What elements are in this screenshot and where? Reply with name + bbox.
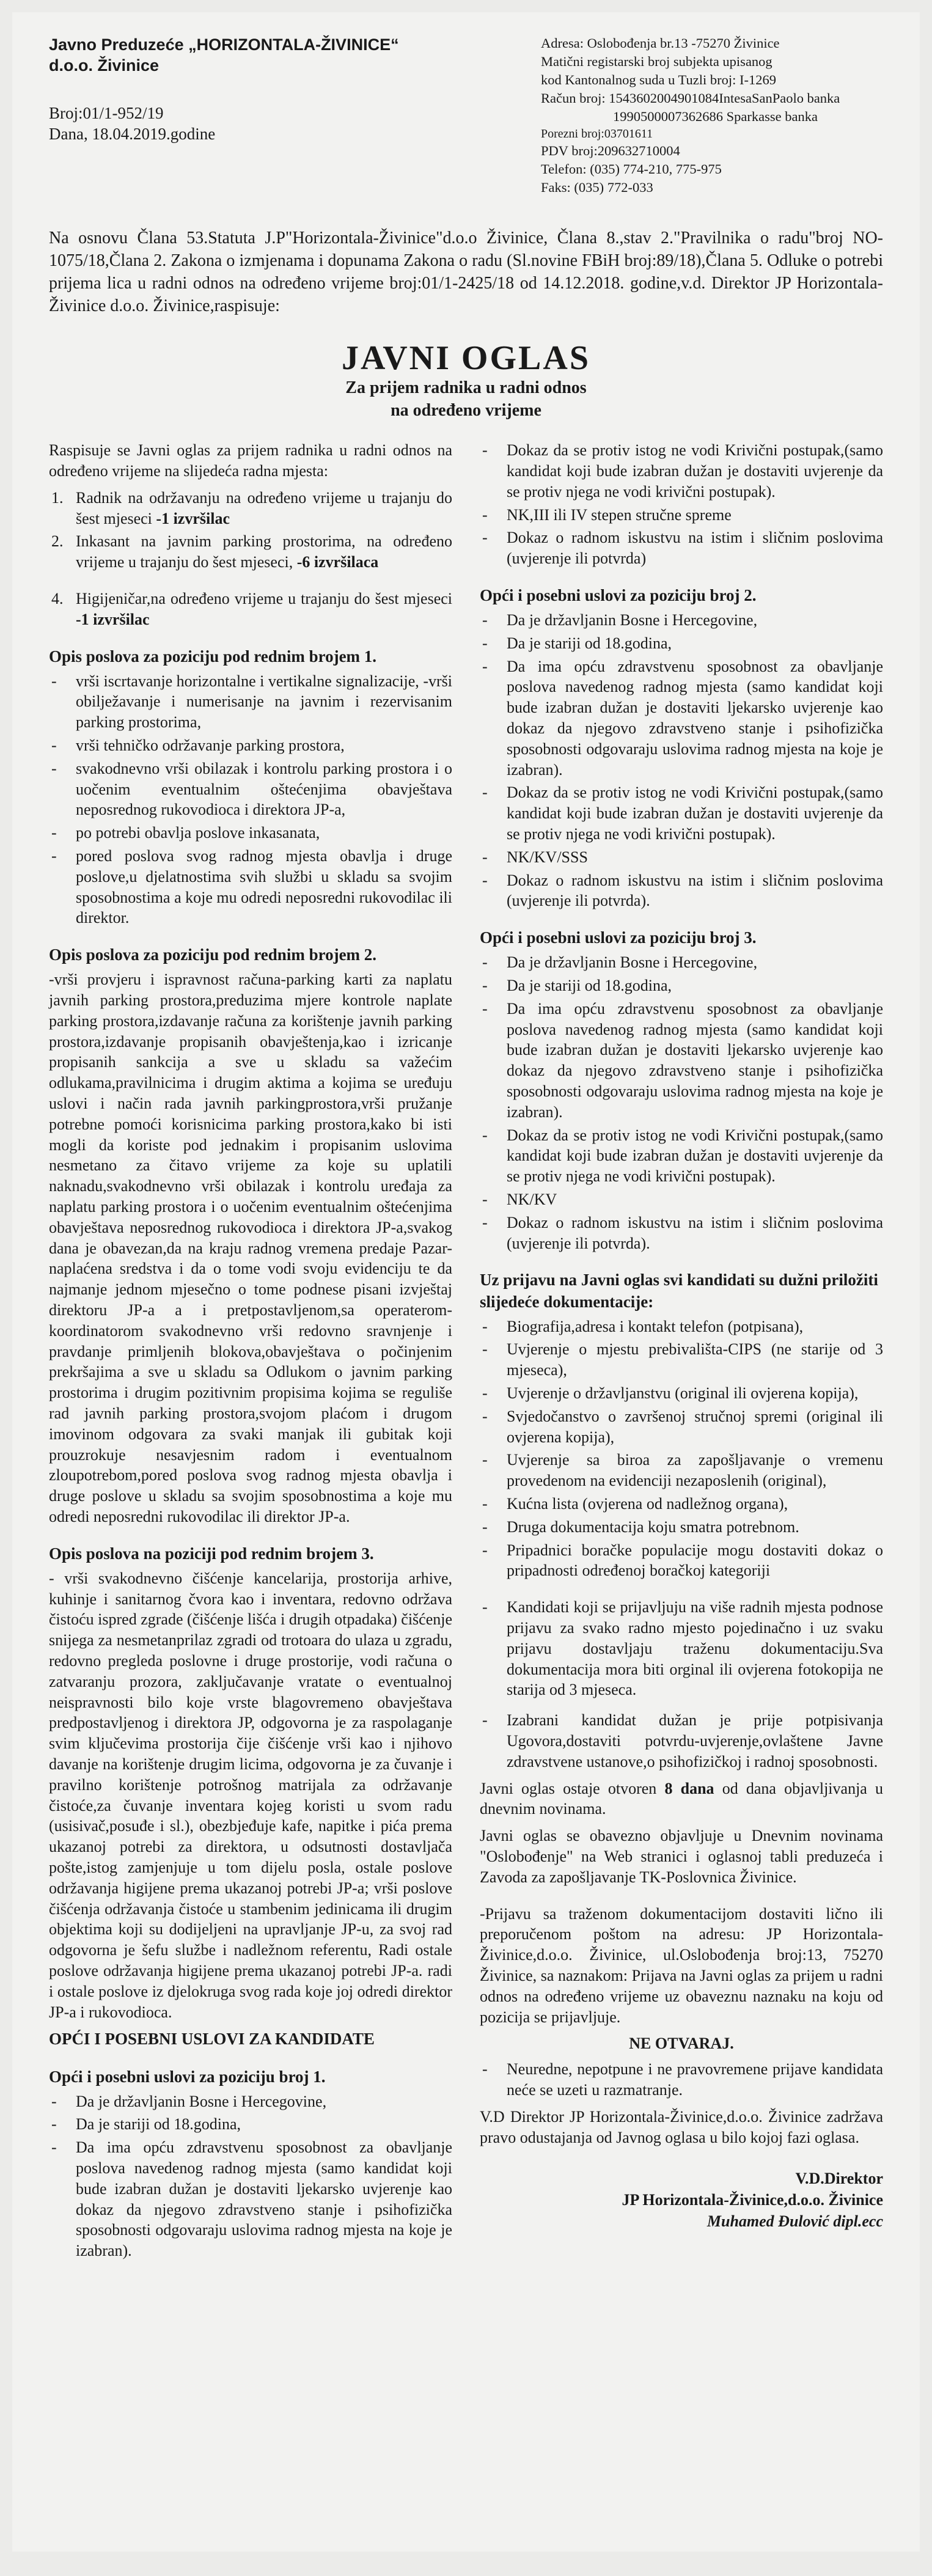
dash-marker: - xyxy=(51,759,57,777)
cond3-item-text: Da ima opću zdravstvenu sposobnost za obavljanje poslova navedenog radnog mjesta (samo kandidat koji bude izabran dužan je dostaviti ljekarsko uvjerenje kao dokaz da njegovo zdravstveno stanje i psihofizička sposobnosti odgovaraju uslovima radnog mjesta na koje je izabran). xyxy=(507,999,883,1121)
document-item xyxy=(480,1450,883,1491)
position-count: -6 izvršilaca xyxy=(296,553,379,571)
desc1-item xyxy=(49,823,452,843)
left-column xyxy=(49,440,452,2267)
duration-days: 8 dana xyxy=(664,1779,714,1797)
letterhead xyxy=(49,34,883,197)
documents-heading: Uz prijavu na Javni oglas svi kandidati su dužni priložiti slijedeće dokumentacije: xyxy=(480,1271,878,1311)
position-item xyxy=(49,589,452,630)
cond1-heading: Opći i posebni uslovi za poziciju broj 1. xyxy=(49,2067,326,2086)
dash-marker: - xyxy=(482,505,488,524)
dash-marker: - xyxy=(482,1541,488,1559)
position-item xyxy=(49,488,452,529)
cond3-item-text: NK/KV xyxy=(507,1191,557,1209)
cond2-item xyxy=(480,847,883,868)
dash-marker: - xyxy=(482,634,488,652)
desc1-item-text: pored poslova svog radnog mjesta obavlja i druge poslove,u djelatnostima svih službi u skladu sa svojim sposobnostima a koje mu odredi neposredni rukovodilac ili direktor. xyxy=(76,847,452,927)
subtitle-line-1: Za prijem radnika u radni odnos xyxy=(345,378,587,398)
dash-marker: - xyxy=(482,977,488,995)
cond1-item-text: Da je državljanin Bosne i Hercegovine, xyxy=(76,2092,327,2110)
cond2-heading: Opći i posebni uslovi za poziciju broj 2. xyxy=(480,585,757,604)
cond2-item xyxy=(480,870,883,912)
cond3-item xyxy=(480,1125,883,1187)
note-item xyxy=(480,1597,883,1700)
document-item xyxy=(480,1517,883,1538)
tax-number: Porezni broj:03701611 xyxy=(541,127,653,141)
cond3-list xyxy=(480,952,883,1253)
note-item xyxy=(480,1710,883,1772)
bank-account-2: 1990500007362686 Sparkasse banka xyxy=(613,108,818,124)
cond1-list-continued xyxy=(480,440,883,569)
dash-marker: - xyxy=(482,783,488,802)
letterhead-left xyxy=(49,34,526,197)
company-address: Adresa: Oslobođenja br.13 -75270 Živinice xyxy=(541,35,780,51)
preamble: Na osnovu Člana 53.Statuta J.P"Horizontala-Živinice"d.o.o Živinice, Člana 8.,stav 2."Pravilnika o radu"broj NO-1075/18,Člana 2. Zakona o izmjenama i dopunama Zakona o radu (Sl.novine FBiH broj:89/18),Člana 5. Odluke o potrebi prijema lica u radni odnos na određeno vrijeme broj:01/1-2425/18 od 14.12.2018. godine,v.d. Direktor JP Horizontala-Živinice d.o.o. Živinice,raspisuje: xyxy=(49,228,883,315)
dash-marker: - xyxy=(482,1407,488,1425)
vat-number: PDV broj:209632710004 xyxy=(541,143,680,159)
position-text: Inkasant na javnim parking prostorima, na određeno vrijeme u trajanju do šest mjeseci, xyxy=(76,532,452,571)
document-item-text: Uvjerenje o državljanstvu (original ili ovjerena kopija), xyxy=(507,1384,859,1403)
cond3-item xyxy=(480,952,883,973)
cond2-item xyxy=(480,782,883,844)
desc1-item-text: po potrebi obavlja poslove inkasanata, xyxy=(76,824,320,842)
dash-marker: - xyxy=(482,999,488,1018)
bank-account-1: Račun broj: 1543602004901084IntesaSanPaolo banka xyxy=(541,90,840,106)
documents-list xyxy=(480,1316,883,1582)
title-block xyxy=(49,340,883,422)
cond1-item-text: Dokaz o radnom iskustvu na istim i sličnim poslovima (uvjerenje ili potvrda) xyxy=(507,529,883,568)
desc1-item xyxy=(49,735,452,756)
dash-marker: - xyxy=(482,1495,488,1513)
letterhead-right xyxy=(541,34,883,197)
cond2-item-text: NK/KV/SSS xyxy=(507,848,588,866)
document-page xyxy=(12,12,920,2552)
cond1-item xyxy=(480,527,883,569)
position-number: 2. xyxy=(51,532,64,551)
company-form: d.o.o. Živinice xyxy=(49,56,160,75)
notes-list xyxy=(480,1597,883,1772)
document-item-text: Uvjerenje sa biroa za zapošljavanje o vremenu provedenom na evidenciji nezaposlenih (original), xyxy=(507,1451,883,1490)
dash-marker: - xyxy=(482,1191,488,1209)
desc1-item xyxy=(49,846,452,928)
columns xyxy=(49,440,883,2267)
desc1-item xyxy=(49,671,452,733)
dash-marker: - xyxy=(51,824,57,842)
position-number: 4. xyxy=(51,589,64,607)
dash-marker: - xyxy=(51,2092,57,2110)
cond3-item xyxy=(480,975,883,996)
dash-marker: - xyxy=(482,1711,488,1730)
cond2-item-text: Dokaz da se protiv istog ne vodi Krivični postupak,(samo kandidat koji bude izabran dužan je dostaviti uvjerenje da se protiv njega ne vodi krivični postupak). xyxy=(507,783,883,843)
dash-marker: - xyxy=(482,1317,488,1335)
cond3-heading: Opći i posebni uslovi za poziciju broj 3. xyxy=(480,928,757,947)
document-item xyxy=(480,1540,883,1582)
dash-marker: - xyxy=(482,2060,488,2079)
spacer xyxy=(480,1587,883,1597)
fax: Faks: (035) 772-033 xyxy=(541,180,653,196)
cond2-item xyxy=(480,610,883,631)
document-item-text: Biografija,adresa i kontakt telefon (potpisana), xyxy=(507,1317,804,1335)
dash-marker: - xyxy=(482,1340,488,1359)
dash-marker: - xyxy=(482,1213,488,1231)
cond1-list xyxy=(49,2091,452,2261)
phone: Telefon: (035) 774-210, 775-975 xyxy=(541,161,722,177)
dash-marker: - xyxy=(482,529,488,547)
document-item xyxy=(480,1339,883,1381)
dash-marker: - xyxy=(482,871,488,889)
cond3-item xyxy=(480,1213,883,1254)
document-item-text: Kućna lista (ovjerena od nadležnog organa), xyxy=(507,1495,788,1513)
dash-marker: - xyxy=(482,441,488,460)
signature-role: V.D.Direktor xyxy=(795,2170,883,2188)
cond1-item-text: NK,III ili IV stepen stručne spreme xyxy=(507,505,732,524)
dash-marker: - xyxy=(482,848,488,866)
position-number: 1. xyxy=(51,488,64,507)
desc1-item xyxy=(49,758,452,820)
desc3-heading: Opis poslova na poziciji pod rednim brojem 3. xyxy=(49,1544,374,1563)
desc1-item-text: svakodnevno vrši obilazak i kontrolu parking prostora i o uočenim eventualnim oštećenjima obavještava neposrednog rukovodioca i direktora JP-a, xyxy=(76,759,452,819)
company-name: Javno Preduzeće „HORIZONTALA-ŽIVINICE“ xyxy=(49,35,399,54)
cond2-list xyxy=(480,610,883,911)
dash-marker: - xyxy=(51,736,57,755)
subtitle-line-2: na određeno vrijeme xyxy=(391,400,541,420)
position-text: Radnik na održavanju na određeno vrijeme u trajanju do šest mjeseci xyxy=(76,488,452,527)
cond3-item-text: Dokaz da se protiv istog ne vodi Krivični postupak,(samo kandidat koji bude izabran dužan je dostaviti uvjerenje da se protiv njega ne vodi krivični postupak). xyxy=(507,1126,883,1186)
spacer xyxy=(480,1894,883,1904)
cond2-item-text: Da ima opću zdravstvenu sposobnost za obavljanje poslova navedenog radnog mjesta (samo kandidat koji bude izabran dužan je dostaviti ljekarsko uvjerenje kao dokaz da njegovo zdravstveno stanje i psihofizička sposobnosti odgovaraju uslovima radnog mjesta na koje je izabran). xyxy=(507,657,883,779)
dash-marker: - xyxy=(482,1384,488,1403)
page-title: JAVNI OGLAS xyxy=(342,339,590,377)
cond1-item-text: Dokaz da se protiv istog ne vodi Krivični postupak,(samo kandidat koji bude izabran dužan je dostaviti uvjerenje da se protiv njega ne vodi krivični postupak). xyxy=(507,441,883,501)
document-date: Dana, 18.04.2019.godine xyxy=(49,125,216,144)
cond3-item xyxy=(480,999,883,1123)
publication-text: Javni oglas se obavezno objavljuje u Dnevnim novinama "Oslobođenje" na Web stranici i oglasnoj tabli preduzeća i Zavoda za zapošljavanje TK-Poslovnica Živinice. xyxy=(480,1827,883,1886)
cond3-item-text: Da je stariji od 18.godina, xyxy=(507,977,672,995)
cond2-item-text: Da je stariji od 18.godina, xyxy=(507,634,672,652)
cond3-item-text: Dokaz o radnom iskustvu na istim i sličnim poslovima (uvjerenje ili potvrda). xyxy=(507,1213,883,1252)
dash-marker: - xyxy=(51,2138,57,2157)
invalid-note: Neuredne, nepotpune i ne pravovremene prijave kandidata neće se uzeti u razmatranje. xyxy=(507,2060,883,2099)
cond2-item-text: Dokaz o radnom iskustvu na istim i sličnim poslovima (uvjerenje ili potvrda). xyxy=(507,871,883,910)
desc3-text: - vrši svakodnevno čišćenje kancelarija, prostorija arhive, kuhinje i sanitarnog čvora kao i inventara, redovno održava čistoću ispred zgrade (čišćenje lišća i drugih otpadaka) čišćenje snijega za nesmetanprilaz zgradi od trotoara do ulaza u zgradu, redovno pregleda poslovne i druge prostorije, vodi računa o zatvaranju prozora, zaključavanje vratate o eventualnoj neispravnosti bilo koje vrste blagovremeno obavještava predpostavljenog i direktora JP, odgovorna je za raspolaganje svim ključevima prostorija čije čišćenje vrši kao i njihovo davanje na korištenje drugim licima, odgovorna je za čuvanje i pravilno korištenje potrošnog matrijala za održavanje čistoće,za čuvanje inventara kojeg koristi u svom radu (usisivač,posuđe i sl.), obezbjeđuje kafe, napitke i pića prema ukazanoj potrebi za direktora, u odsutnosti dostavljača pošte,istog zamjenjuje u tom dijelu posla, ostale poslove održavanja higijene prema ukazanoj potrebi JP-a; vrši poslove čišćenja održavanja čistoće u stambenim jedinicama ili drugim objektima koji su dodijeljeni na upravljanje JP-u, za svoj rad odgovorna je šefu službe i nadležnom referentu, Radi ostale poslove održavanja higijene prema ukazanoj potrebi JP-a. radi i ostale poslove iz djelokruga svog rada koje joj odredi direktor JP-a i rukovodioca. xyxy=(49,1569,452,2021)
dash-marker: - xyxy=(51,847,57,865)
registry-line-2: kod Kantonalnog suda u Tuzli broj: I-1269 xyxy=(541,72,776,87)
position-count: -1 izvršilac xyxy=(76,610,150,628)
reserve-note: V.D Direktor JP Horizontala-Živinice,d.o.o. Živinice zadržava pravo odustajanja od Javnog oglasa u bilo kojoj fazi oglasa. xyxy=(480,2107,883,2146)
document-item xyxy=(480,1494,883,1514)
note-text: Izabrani kandidat dužan je prije potpisivanja Ugovora,dostaviti potvrdu-uvjerenje,ovlaštene Javne zdravstvene ustanove,o psihofizičkoj i radnoj sposobnosti. xyxy=(507,1711,883,1771)
dash-marker: - xyxy=(482,1126,488,1144)
signature-company: JP Horizontala-Živinice,d.o.o. Živinice xyxy=(622,2191,883,2209)
desc2-heading: Opis poslova za poziciju pod rednim brojem 2. xyxy=(49,945,377,964)
document-item-text: Uvjerenje o mjestu prebivališta-CIPS (ne starije od 3 mjeseca), xyxy=(507,1340,883,1379)
duration-after: od dana objavljivanja u dnevnim novinama. xyxy=(480,1779,883,1818)
cond1-item xyxy=(49,2114,452,2135)
dash-marker: - xyxy=(51,2115,57,2134)
cond1-item xyxy=(480,505,883,526)
final-notes-list xyxy=(480,2059,883,2101)
document-item xyxy=(480,1383,883,1404)
cond2-item xyxy=(480,656,883,780)
dash-marker: - xyxy=(482,1451,488,1469)
right-column xyxy=(480,440,883,2267)
cond2-item xyxy=(480,633,883,654)
positions-list xyxy=(49,488,452,630)
registry-line-1: Matični registarski broj subjekta upisanog xyxy=(541,53,772,69)
position-text: Higijeničar,na određeno vrijeme u trajanju do šest mjeseci xyxy=(76,589,452,607)
submission-text: -Prijavu sa traženom dokumentacijom dostaviti lično ili preporučenom poštom na adresu: JP Horizontala-Živinice,d.o.o. Živinice, ul.Oslobođenja broj:13, 75270 Živinice, sa naznakom: Prijava na Javni oglas za prijem u radni odnos na određeno vrijeme uz obaveznu naznaku na koju od pozicija se prijavljuje. xyxy=(480,1904,883,2026)
cond3-item-text: Da je državljanin Bosne i Hercegovine, xyxy=(507,953,758,972)
cond2-item-text: Da je državljanin Bosne i Hercegovine, xyxy=(507,611,758,629)
final-note-item xyxy=(480,2059,883,2101)
cond1-item-text: Da je stariji od 18.godina, xyxy=(76,2115,241,2134)
position-item xyxy=(49,531,452,573)
document-item-text: Svjedočanstvo o završenoj stručnoj spremi (original ili ovjerena kopija), xyxy=(507,1407,883,1446)
dash-marker: - xyxy=(482,953,488,972)
signature-block xyxy=(480,2168,883,2232)
duration-text xyxy=(480,1778,883,1820)
cond1-item-text: Da ima opću zdravstvenu sposobnost za obavljanje poslova navedenog radnog mjesta (samo kandidat koji bude izabran dužan je dostaviti ljekarsko uvjerenje kao dokaz da njegovo zdravstveno stanje i psihofizička sposobnosti odgovaraju uslovima radnog mjesta na koje je izabran). xyxy=(76,2138,452,2260)
cond1-item xyxy=(480,440,883,502)
ref-number: Broj:01/1-952/19 xyxy=(49,104,164,123)
cond3-item xyxy=(480,1189,883,1210)
desc1-item-text: vrši tehničko održavanje parking prostora, xyxy=(76,736,345,755)
position-count: -1 izvršilac xyxy=(156,509,230,527)
note-text: Kandidati koji se prijavljuju na više radnih mjesta podnose prijavu za svako radno mjesto pojedinačno i uz svaku prijavu dostavljaju traženu dokumentaciju.Sva dokumentacija mora biti orginal ili ovjerena fotokopija ne starija od 3 mjeseca. xyxy=(507,1598,883,1699)
cond1-item xyxy=(49,2091,452,2112)
cond1-item xyxy=(49,2137,452,2261)
general-conditions-heading: OPĆI I POSEBNI USLOVI ZA KANDIDATE xyxy=(49,2030,375,2049)
signature-name: Muhamed Đulović dipl.ecc xyxy=(706,2212,883,2230)
document-item xyxy=(480,1406,883,1448)
desc1-item-text: vrši iscrtavanje horizontalne i vertikalne signalizacije, -vrši obilježavanje i numerisanje na javnim i rezervisanim parking prostorima, xyxy=(76,672,452,732)
desc2-text: -vrši provjeru i ispravnost računa-parking karti za naplatu javnih parking prostora,preduzima mjere kontrole naplate parking prostora,izdavanje računa za korištenje javnih parking prostora,izdavanje propisanih obavještenja,kao i izricanje propisanih sankcija a sve u skladu sa važećim odlukama,pravilnicima i drugim aktima a kojima se uređuju uslovi i način rada javnih parkingprostora,vrši pružanje potrebne pomoći korisnicima parking prostora,kako bi isti mogli da koriste pod jednakim i propisanim uslovima nesmetano za čitavo vrijeme za koje su uplatili naknadu,svakodnevno vrši obilazak i kontrolu uređaja za naplatu parking prostora i o uočenim eventualnim oštećenjima obavještava neposrednog rukovodioca i direktora JP-a,svakog dana je obavezan,da na kraju radnog vremena predaje Pazar-naplaćena sredstva i da o tome vodi svoju evidenciju te da najmanje jednom mjesečno o tome podnese pisani izvještaj direktoru JP-a a i pretpostavljenom,sa operaterom-koordinatorom svakodnevno vrši redovno sravnjenje i pravdanje primljenih blokova,obavještava o počinjenim prekršajima a sve u skladu sa Odlukom o javnim parking prostorima i drugim pozitivnim propisima kojima se reguliše rad javnih parking prostora,svojom plaćom i drugom imovinom odgovara za svaki manjak ili gubitak koji prouzrokuje nesavjesnim radom i eventualnom zloupotrebom,pored poslova svog radnog mjesta obavlja i druge poslove u skladu sa svojim sposobnostima a koje mu odredi neposredni rukovodilac ili direktor JP-a. xyxy=(49,971,452,1525)
dash-marker: - xyxy=(482,1517,488,1536)
document-item-text: Pripadnici boračke populacije mogu dostaviti dokaz o pripadnosti određenoj boračkoj kategoriji xyxy=(507,1541,883,1580)
document-item-text: Druga dokumentacija koju smatra potrebnom. xyxy=(507,1517,799,1536)
dash-marker: - xyxy=(482,611,488,629)
document-item xyxy=(480,1316,883,1337)
do-not-open: NE OTVARAJ. xyxy=(629,2035,734,2053)
desc1-heading: Opis poslova za poziciju pod rednim brojem 1. xyxy=(49,647,377,666)
dash-marker: - xyxy=(482,657,488,675)
intro-text: Raspisuje se Javni oglas za prijem radnika u radni odnos na određeno vrijeme na slijedeća radna mjesta: xyxy=(49,441,452,480)
dash-marker: - xyxy=(482,1598,488,1616)
dash-marker: - xyxy=(51,672,57,690)
desc1-list xyxy=(49,671,452,929)
duration-before: Javni oglas ostaje otvoren xyxy=(480,1779,665,1797)
